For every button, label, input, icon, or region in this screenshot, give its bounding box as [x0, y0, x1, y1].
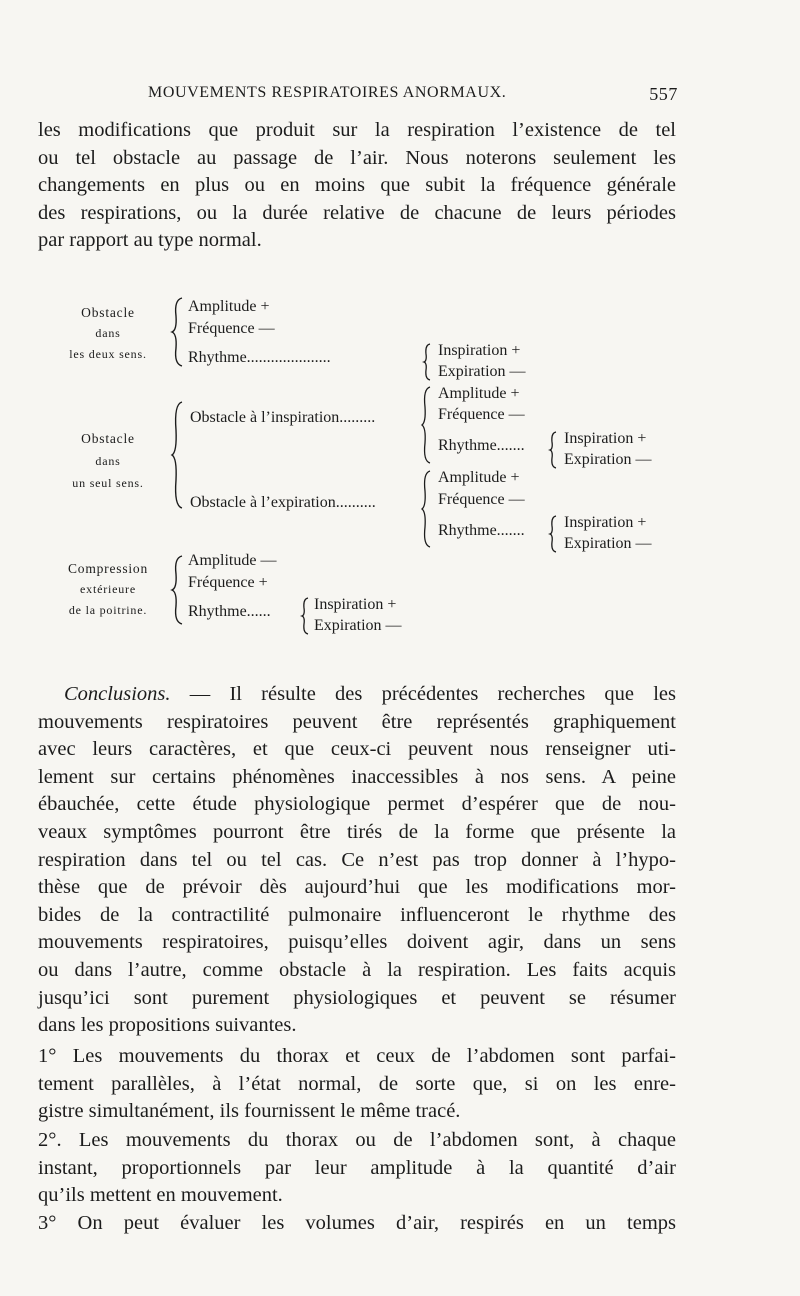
g2b-rythme: Rhythme....... [438, 522, 525, 539]
g1-inspiration: Inspiration + [438, 342, 521, 359]
text-line: dans les propositions suivantes. [38, 1014, 297, 1037]
g3-frequence: Fréquence + [188, 574, 268, 591]
g3-brace-icon [170, 554, 184, 626]
g1-frequence: Fréquence — [188, 320, 275, 337]
g2b-expiration: Expiration — [564, 535, 652, 552]
text-line: qu’ils mettent en mouvement. [38, 1184, 283, 1207]
g3-expiration: Expiration — [314, 617, 402, 634]
g1-label-line3: les deux sens. [69, 347, 147, 361]
text-line: bides de la contractilité pulmonaire influenceront le rhythme des [38, 903, 676, 926]
g1-label-line1: Obstacle [81, 305, 135, 320]
text-line: mouvements respiratoires peuvent être représentés graphiquement [38, 710, 676, 733]
g2a-amplitude: Amplitude + [438, 385, 520, 402]
g3-sub-brace-icon [300, 596, 310, 636]
g2b-frequence: Fréquence — [438, 491, 525, 508]
g3-amplitude: Amplitude — [188, 552, 277, 569]
g1-expiration: Expiration — [438, 363, 526, 380]
g3-label-line2: extérieure [80, 582, 136, 596]
conclusions-first-line: — Il résulte des précédentes recherches que les [170, 683, 676, 705]
g2-label-line3: un seul sens. [72, 476, 144, 490]
g2a-rythme: Rhythme....... [438, 437, 525, 454]
g2a-brace-icon [420, 385, 432, 465]
text-line: thèse que de prévoir dès aujourd’hui que les modifications mor- [38, 876, 676, 899]
g2a-expiration: Expiration — [564, 451, 652, 468]
conclusions-paragraph [38, 681, 676, 1040]
g2-label-line2: dans [95, 454, 121, 468]
text-line: ou tel obstacle au passage de l’air. Nous noterons seulement les [38, 146, 676, 169]
text-line: par rapport au type normal. [38, 229, 262, 252]
text-line: des respirations, ou la durée relative de chacune de leurs périodes [38, 201, 676, 224]
g2a-frequence: Fréquence — [438, 406, 525, 423]
text-line: 1° Les mouvements du thorax et ceux de l’abdomen sont parfai- [38, 1045, 676, 1067]
text-line [38, 681, 676, 709]
text-line: jusqu’ici sont purement physiologiques et peuvent se résumer [38, 986, 676, 1009]
proposition-2 [38, 1127, 676, 1210]
text-line: mouvements respiratoires, puisqu’elles doivent agir, dans un sens [38, 931, 676, 954]
g2a-inspiration: Inspiration + [564, 430, 647, 447]
g3-label-line3: de la poitrine. [68, 603, 148, 617]
text-line: ou dans l’autre, comme obstacle à la respiration. Les faits acquis [38, 958, 676, 981]
proposition-3 [38, 1210, 676, 1238]
g3-inspiration: Inspiration + [314, 596, 397, 613]
g2-brace-icon [170, 400, 184, 510]
text-line: les modifications que produit sur la respiration l’existence de tel [38, 119, 676, 141]
g2-exp-obstacle: Obstacle à l’expiration.......... [190, 494, 376, 511]
g2b-amplitude: Amplitude + [438, 469, 520, 486]
g1-rythme: Rhythme..................... [188, 349, 331, 366]
text-line: ébauchée, cette étude physiologique permet d’espérer que de nou- [38, 793, 676, 816]
g2-label-line1: Obstacle [81, 431, 135, 446]
g1-sub-brace-icon [422, 342, 432, 382]
proposition-1 [38, 1043, 676, 1126]
text-line: 2°. Les mouvements du thorax ou de l’abdomen sont, à chaque [38, 1129, 676, 1151]
text-line: instant, proportionnels par leur amplitude à la quantité d’air [38, 1156, 676, 1179]
text-line: avec leurs caractères, et que ceux-ci peuvent nous renseigner uti- [38, 738, 676, 761]
page-number: 557 [649, 84, 678, 104]
text-line: respiration dans tel ou tel cas. Ce n’est pas trop donner à l’hypo- [38, 848, 676, 871]
g1-amplitude: Amplitude + [188, 298, 270, 315]
text-line: lement sur certains phénomènes inaccessibles à nos sens. A peine [38, 765, 676, 788]
g2-insp-obstacle: Obstacle à l’inspiration......... [190, 409, 376, 426]
g1-label-line2: dans [95, 326, 121, 340]
g3-rythme: Rhythme...... [188, 603, 271, 620]
g2b-brace-icon [420, 469, 432, 549]
text-line: gistre simultanément, ils fournissent le même tracé. [38, 1100, 461, 1123]
g3-label-line1: Compression [67, 561, 149, 576]
text-line: tement parallèles, à l’état normal, de sorte que, si on les enre- [38, 1072, 676, 1095]
g2b-inspiration: Inspiration + [564, 514, 647, 531]
g2b-sub-brace-icon [548, 514, 558, 554]
conclusions-label: Conclusions. [64, 683, 171, 705]
running-title: MOUVEMENTS RESPIRATOIRES ANORMAUX. [148, 84, 507, 101]
text-line: changements en plus ou en moins que subit la fréquence générale [38, 174, 676, 197]
text-line: 3° On peut évaluer les volumes d’air, respirés en un temps [38, 1212, 676, 1234]
g1-brace-icon [170, 296, 184, 368]
g2a-sub-brace-icon [548, 430, 558, 470]
text-line: veaux symptômes pourront être tirés de la forme que présente la [38, 820, 676, 843]
